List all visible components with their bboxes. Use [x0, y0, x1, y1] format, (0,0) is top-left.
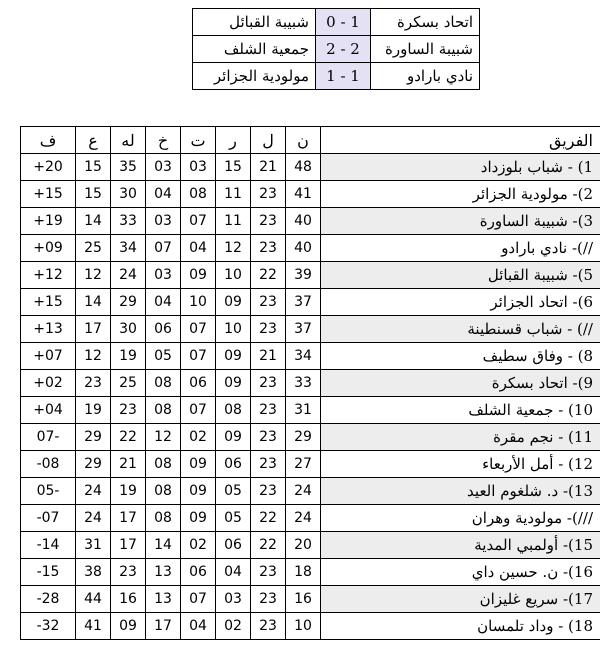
standings-row [21, 289, 600, 316]
goals-against-cell: 24 [76, 478, 111, 505]
played-cell: 23 [251, 181, 286, 208]
goals-against-cell: 41 [76, 613, 111, 640]
points-cell: 18 [286, 559, 321, 586]
club-name-cell: 16)- ن. حسين داي [321, 559, 600, 586]
played-cell: 23 [251, 451, 286, 478]
drawn-cell: 10 [181, 289, 216, 316]
played-cell: 21 [251, 343, 286, 370]
goal-difference-cell: +04 [21, 397, 76, 424]
standings-row [21, 154, 600, 181]
goal-difference-cell: +15 [21, 181, 76, 208]
played-cell: 23 [251, 370, 286, 397]
club-name-cell: 3)- شبيبة الساورة [321, 208, 600, 235]
standings-row [21, 262, 600, 289]
home-team: نادي بارادو [371, 63, 480, 90]
goals-for-cell: 25 [111, 370, 146, 397]
played-cell: 23 [251, 208, 286, 235]
goals-for-cell: 23 [111, 397, 146, 424]
club-name-cell: //)- نادي بارادو [321, 235, 600, 262]
won-cell: 06 [216, 451, 251, 478]
goal-difference-cell: -08 [21, 451, 76, 478]
club-name-cell: 5)- شبيبة القبائل [321, 262, 600, 289]
club-name-cell: 2)- مولودية الجزائر [321, 181, 600, 208]
points-cell: 39 [286, 262, 321, 289]
played-cell: 22 [251, 262, 286, 289]
goals-for-cell: 35 [111, 154, 146, 181]
lost-cell: 07 [146, 235, 181, 262]
result-row [193, 36, 480, 63]
drawn-cell: 09 [181, 478, 216, 505]
played-cell: 23 [251, 397, 286, 424]
won-cell: 11 [216, 181, 251, 208]
header-won: ر [216, 127, 251, 154]
standings-row [21, 613, 600, 640]
won-cell: 02 [216, 613, 251, 640]
away-team: جمعية الشلف [193, 36, 316, 63]
drawn-cell: 04 [181, 235, 216, 262]
goals-for-cell: 17 [111, 505, 146, 532]
lost-cell: 03 [146, 154, 181, 181]
drawn-cell: 02 [181, 532, 216, 559]
points-cell: 10 [286, 613, 321, 640]
won-cell: 09 [216, 289, 251, 316]
goals-for-cell: 09 [111, 613, 146, 640]
won-cell: 09 [216, 370, 251, 397]
played-cell: 22 [251, 532, 286, 559]
drawn-cell: 06 [181, 370, 216, 397]
won-cell: 04 [216, 559, 251, 586]
won-cell: 09 [216, 343, 251, 370]
lost-cell: 08 [146, 451, 181, 478]
goals-for-cell: 34 [111, 235, 146, 262]
goal-difference-cell: -15 [21, 559, 76, 586]
goals-against-cell: 24 [76, 505, 111, 532]
standings-row [21, 478, 600, 505]
goals-for-cell: 22 [111, 424, 146, 451]
standings-row [21, 208, 600, 235]
played-cell: 22 [251, 505, 286, 532]
goal-difference-cell: +07 [21, 343, 76, 370]
lost-cell: 04 [146, 289, 181, 316]
won-cell: 08 [216, 397, 251, 424]
header-club: الفريق [321, 127, 600, 154]
won-cell: 05 [216, 478, 251, 505]
goals-for-cell: 17 [111, 532, 146, 559]
goals-for-cell: 30 [111, 181, 146, 208]
header-goal-difference: ف [21, 127, 76, 154]
goals-against-cell: 12 [76, 262, 111, 289]
standings-table [20, 126, 600, 640]
club-name-cell: 1) - شباب بلوزداد [321, 154, 600, 181]
lost-cell: 17 [146, 613, 181, 640]
club-name-cell: ///)- مولودية وهران [321, 505, 600, 532]
match-score: 0 - 1 [316, 9, 371, 36]
played-cell: 23 [251, 289, 286, 316]
won-cell: 09 [216, 424, 251, 451]
goal-difference-cell: -32 [21, 613, 76, 640]
result-row [193, 9, 480, 36]
won-cell: 03 [216, 586, 251, 613]
drawn-cell: 04 [181, 613, 216, 640]
won-cell: 15 [216, 154, 251, 181]
club-name-cell: 9)- اتحاد بسكرة [321, 370, 600, 397]
standings-row [21, 397, 600, 424]
away-team: مولودية الجزائر [193, 63, 316, 90]
club-name-cell: 10) - جمعية الشلف [321, 397, 600, 424]
standings-row [21, 343, 600, 370]
won-cell: 10 [216, 262, 251, 289]
goals-for-cell: 29 [111, 289, 146, 316]
standings-row [21, 586, 600, 613]
played-cell: 23 [251, 235, 286, 262]
won-cell: 12 [216, 235, 251, 262]
points-cell: 37 [286, 316, 321, 343]
goals-against-cell: 29 [76, 451, 111, 478]
points-cell: 34 [286, 343, 321, 370]
standings-row [21, 559, 600, 586]
goal-difference-cell: 07- [21, 424, 76, 451]
drawn-cell: 03 [181, 154, 216, 181]
points-cell: 20 [286, 532, 321, 559]
goals-against-cell: 14 [76, 289, 111, 316]
drawn-cell: 07 [181, 397, 216, 424]
goal-difference-cell: +15 [21, 289, 76, 316]
played-cell: 23 [251, 559, 286, 586]
standings-row [21, 370, 600, 397]
standings-row [21, 181, 600, 208]
goals-against-cell: 12 [76, 343, 111, 370]
drawn-cell: 06 [181, 559, 216, 586]
won-cell: 06 [216, 532, 251, 559]
club-name-cell: 12) - أمل الأربعاء [321, 451, 600, 478]
drawn-cell: 09 [181, 451, 216, 478]
standings-row [21, 424, 600, 451]
points-cell: 24 [286, 505, 321, 532]
points-cell: 40 [286, 208, 321, 235]
header-drawn: ت [181, 127, 216, 154]
points-cell: 40 [286, 235, 321, 262]
goals-for-cell: 16 [111, 586, 146, 613]
played-cell: 23 [251, 613, 286, 640]
club-name-cell: 8) - وفاق سطيف [321, 343, 600, 370]
standings-row [21, 316, 600, 343]
points-cell: 24 [286, 478, 321, 505]
won-cell: 10 [216, 316, 251, 343]
goals-against-cell: 17 [76, 316, 111, 343]
drawn-cell: 09 [181, 262, 216, 289]
goals-for-cell: 19 [111, 478, 146, 505]
goals-against-cell: 25 [76, 235, 111, 262]
lost-cell: 05 [146, 343, 181, 370]
lost-cell: 13 [146, 559, 181, 586]
drawn-cell: 07 [181, 316, 216, 343]
points-cell: 33 [286, 370, 321, 397]
goals-against-cell: 23 [76, 370, 111, 397]
header-goals-against: ع [76, 127, 111, 154]
header-played: ل [251, 127, 286, 154]
header-points: ن [286, 127, 321, 154]
won-cell: 11 [216, 208, 251, 235]
drawn-cell: 07 [181, 343, 216, 370]
result-row [193, 63, 480, 90]
goals-against-cell: 15 [76, 181, 111, 208]
club-name-cell: //) - شباب قسنطينة [321, 316, 600, 343]
home-team: شبيبة الساورة [371, 36, 480, 63]
goal-difference-cell: +09 [21, 235, 76, 262]
goal-difference-cell: +02 [21, 370, 76, 397]
standings-row [21, 235, 600, 262]
drawn-cell: 07 [181, 208, 216, 235]
lost-cell: 08 [146, 397, 181, 424]
played-cell: 23 [251, 316, 286, 343]
goals-against-cell: 29 [76, 424, 111, 451]
played-cell: 23 [251, 478, 286, 505]
goals-against-cell: 19 [76, 397, 111, 424]
goals-for-cell: 19 [111, 343, 146, 370]
points-cell: 29 [286, 424, 321, 451]
played-cell: 21 [251, 154, 286, 181]
goal-difference-cell: +20 [21, 154, 76, 181]
goal-difference-cell: -07 [21, 505, 76, 532]
club-name-cell: 15)- أولمبي المدية [321, 532, 600, 559]
standings-row [21, 451, 600, 478]
goal-difference-cell: +13 [21, 316, 76, 343]
points-cell: 27 [286, 451, 321, 478]
drawn-cell: 08 [181, 181, 216, 208]
lost-cell: 06 [146, 316, 181, 343]
won-cell: 05 [216, 505, 251, 532]
drawn-cell: 09 [181, 505, 216, 532]
drawn-cell: 02 [181, 424, 216, 451]
lost-cell: 08 [146, 478, 181, 505]
club-name-cell: 18) - وداد تلمسان [321, 613, 600, 640]
goals-against-cell: 15 [76, 154, 111, 181]
lost-cell: 08 [146, 505, 181, 532]
standings-header-row [21, 127, 600, 154]
match-score: 2 - 2 [316, 36, 371, 63]
lost-cell: 04 [146, 181, 181, 208]
club-name-cell: 13)- د. شلغوم العيد [321, 478, 600, 505]
club-name-cell: 17)- سريع غليزان [321, 586, 600, 613]
club-name-cell: 11) - نجم مقرة [321, 424, 600, 451]
goal-difference-cell: +19 [21, 208, 76, 235]
points-cell: 41 [286, 181, 321, 208]
points-cell: 37 [286, 289, 321, 316]
points-cell: 31 [286, 397, 321, 424]
goals-against-cell: 44 [76, 586, 111, 613]
lost-cell: 03 [146, 208, 181, 235]
goals-for-cell: 33 [111, 208, 146, 235]
goal-difference-cell: -28 [21, 586, 76, 613]
drawn-cell: 07 [181, 586, 216, 613]
goals-for-cell: 24 [111, 262, 146, 289]
goals-for-cell: 23 [111, 559, 146, 586]
lost-cell: 08 [146, 370, 181, 397]
standings-body [21, 154, 600, 640]
header-lost: خ [146, 127, 181, 154]
goals-against-cell: 14 [76, 208, 111, 235]
lost-cell: 12 [146, 424, 181, 451]
header-goals-for: له [111, 127, 146, 154]
match-score: 1 - 1 [316, 63, 371, 90]
home-team: اتحاد بسكرة [371, 9, 480, 36]
points-cell: 48 [286, 154, 321, 181]
standings-row [21, 532, 600, 559]
standings-row [21, 505, 600, 532]
played-cell: 23 [251, 424, 286, 451]
goal-difference-cell: 05- [21, 478, 76, 505]
goals-against-cell: 31 [76, 532, 111, 559]
lost-cell: 14 [146, 532, 181, 559]
away-team: شبيبة القبائل [193, 9, 316, 36]
goals-for-cell: 21 [111, 451, 146, 478]
goal-difference-cell: +12 [21, 262, 76, 289]
points-cell: 16 [286, 586, 321, 613]
goal-difference-cell: -14 [21, 532, 76, 559]
played-cell: 23 [251, 586, 286, 613]
lost-cell: 03 [146, 262, 181, 289]
goals-for-cell: 30 [111, 316, 146, 343]
results-table [192, 8, 480, 90]
club-name-cell: 6)- اتحاد الجزائر [321, 289, 600, 316]
lost-cell: 13 [146, 586, 181, 613]
goals-against-cell: 38 [76, 559, 111, 586]
